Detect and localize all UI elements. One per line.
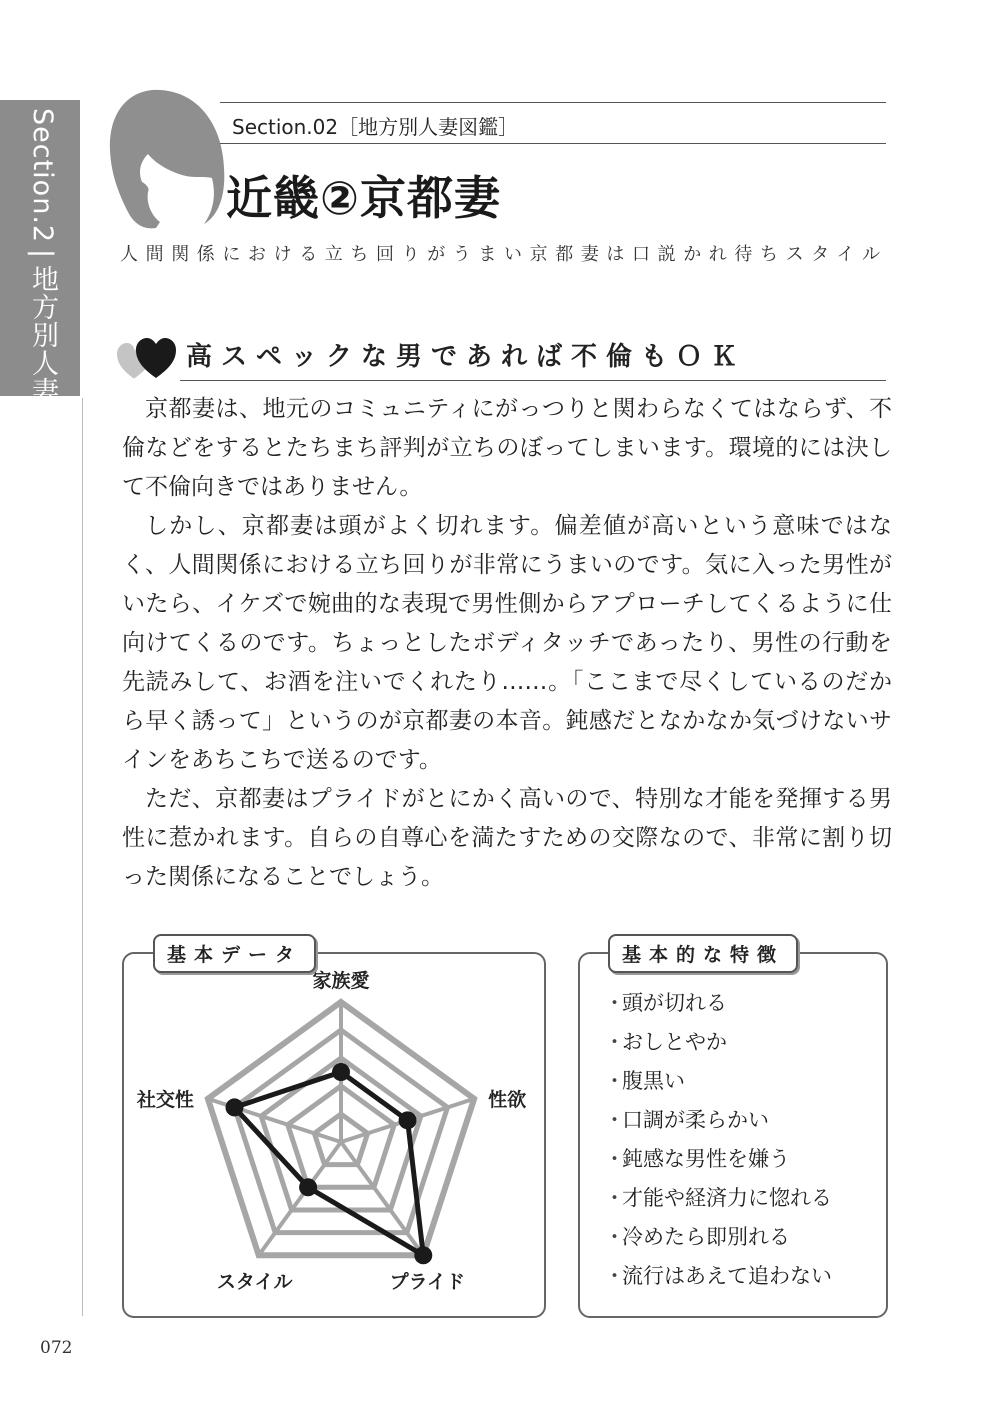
side-rule bbox=[82, 398, 83, 1316]
trait-text: 口調が柔らかい bbox=[622, 1108, 769, 1132]
page-title: 近畿②京都妻 bbox=[226, 171, 501, 225]
trait-bullet: ・ bbox=[604, 1186, 625, 1210]
trait-text: 才能や経済力に惚れる bbox=[622, 1186, 832, 1210]
basic-data-label: 基本データ bbox=[153, 934, 316, 973]
side-tab-separator: | bbox=[27, 249, 58, 260]
trait-bullet: ・ bbox=[604, 1108, 625, 1132]
radar-data-point bbox=[414, 1246, 432, 1264]
radar-grid bbox=[208, 1002, 474, 1255]
trait-text: 鈍感な男性を嫌う bbox=[622, 1147, 790, 1171]
page-number: 072 bbox=[40, 1338, 73, 1358]
trait-item bbox=[604, 1257, 832, 1296]
trait-text: 腹黒い bbox=[622, 1069, 685, 1093]
radar-data-point bbox=[225, 1098, 243, 1116]
heading-rule bbox=[180, 380, 886, 381]
hearts-icon bbox=[114, 336, 178, 384]
traits-list bbox=[604, 984, 832, 1296]
traits-label: 基本的な特徴 bbox=[608, 934, 798, 973]
radar-axis-label: スタイル bbox=[216, 1271, 293, 1294]
radar-axis-label: 家族愛 bbox=[312, 970, 370, 992]
woman-silhouette-icon bbox=[100, 84, 226, 230]
trait-item bbox=[604, 1179, 832, 1218]
trait-bullet: ・ bbox=[604, 1069, 625, 1093]
trait-bullet: ・ bbox=[604, 1264, 625, 1288]
paragraph: 京都妻は、地元のコミュニティにがっつりと関わらなくてはならず、不倫などをするとたちまち評判が立ちのぼってしまいます。環境的には決して不倫向きではありません。 bbox=[122, 396, 892, 500]
trait-bullet: ・ bbox=[604, 991, 625, 1015]
radar-data-point bbox=[299, 1178, 317, 1196]
paragraph: しかし、京都妻は頭がよく切れます。偏差値が高いという意味ではなく、人間関係における立ち回りが非常にうまいのです。気に入った男性がいたら、イケズで婉曲的な表現で男性側からアプローチしてくるように仕向けてくるのです。ちょっとしたボディタッチであったり、男性の行動を先読みして、お酒を注いでくれたり……。「ここまで尽くしているのだから早く誘って」というのが京都妻の本音。鈍感だとなかなか気づけないサインをあちこちで送るのです。 bbox=[122, 513, 892, 773]
trait-item bbox=[604, 1101, 832, 1140]
side-tab-chapter: 地方別人妻図鑑 bbox=[27, 265, 58, 462]
trait-bullet: ・ bbox=[604, 1147, 625, 1171]
trait-text: 冷めたら即別れる bbox=[622, 1225, 790, 1249]
trait-text: 頭が切れる bbox=[622, 991, 727, 1015]
trait-text: おしとやか bbox=[622, 1030, 727, 1054]
section-heading: 高スペックな男であれば不倫もＯＫ bbox=[186, 342, 747, 372]
trait-bullet: ・ bbox=[604, 1030, 625, 1054]
trait-bullet: ・ bbox=[604, 1225, 625, 1249]
trait-item bbox=[604, 1140, 832, 1179]
trait-text: 流行はあえて追わない bbox=[622, 1264, 832, 1288]
trait-item bbox=[604, 1218, 832, 1257]
section-label: Section.02［地方別人妻図鑑］ bbox=[232, 115, 519, 139]
side-tab-section: Section.2 bbox=[27, 108, 58, 244]
trait-item bbox=[604, 984, 832, 1023]
radar-data-point bbox=[399, 1111, 417, 1129]
radar-chart bbox=[124, 954, 542, 1312]
trait-item bbox=[604, 1062, 832, 1101]
radar-data-point bbox=[332, 1063, 350, 1081]
side-tab-text bbox=[22, 108, 62, 462]
header-rule-bottom bbox=[220, 143, 886, 144]
header-rule-top bbox=[220, 102, 886, 103]
subtitle: 人間関係における立ち回りがうまい京都妻は口説かれ待ちスタイル bbox=[120, 244, 888, 265]
radar-axis-label: 性欲 bbox=[488, 1088, 527, 1111]
radar-axis-label: プライド bbox=[389, 1271, 465, 1294]
paragraph: ただ、京都妻はプライドがとにかく高いので、特別な才能を発揮する男性に惹かれます。自らの自尊心を満たすための交際なので、非常に割り切った関係になることでしょう。 bbox=[122, 786, 892, 890]
body-text bbox=[122, 390, 892, 897]
trait-item bbox=[604, 1023, 832, 1062]
radar-axis-label: 社交性 bbox=[136, 1088, 194, 1111]
